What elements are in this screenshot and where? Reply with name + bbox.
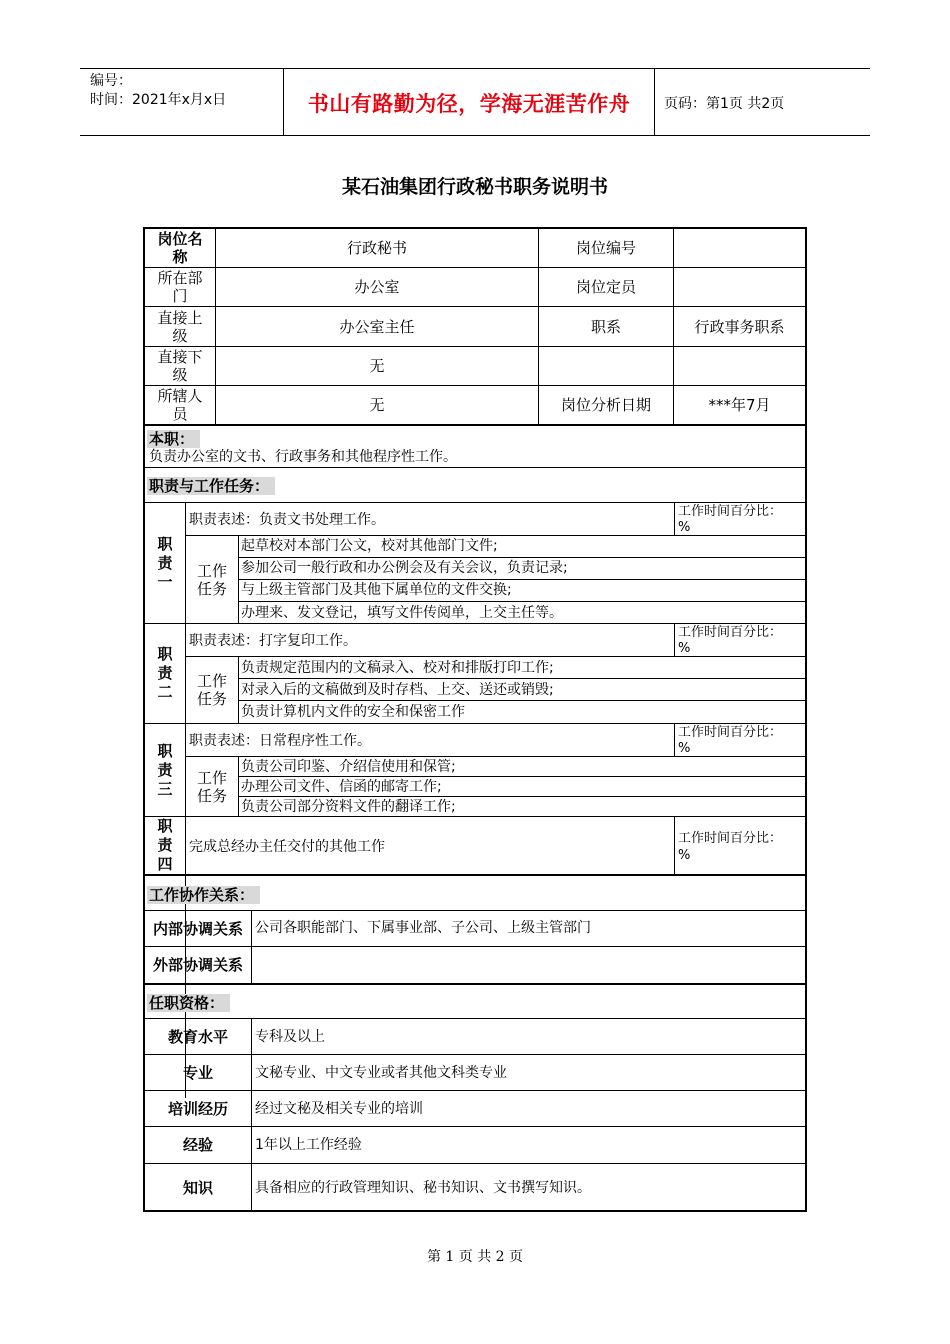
page-footer: 第 1 页 共 2 页 — [426, 1249, 524, 1265]
job-family-label: 职系 — [590, 317, 621, 336]
page-info: 页码：第1页 共2页 — [664, 96, 785, 112]
experience-label: 经验 — [182, 1136, 213, 1154]
duty-2-tasks-label: 工作任务 — [196, 672, 227, 708]
duty-1-percent-value: % — [678, 520, 691, 535]
subordinate-label: 直接下级 — [157, 348, 203, 384]
analysis-date-value: ***年7月 — [708, 396, 771, 414]
subordinate-value: 无 — [369, 357, 385, 375]
staff-value: 无 — [369, 396, 385, 414]
duty-2-task: 对录入后的文稿做到及时存档、上交、送还或销毁; — [241, 682, 554, 698]
staff-label: 所辖人员 — [157, 387, 203, 423]
duty-2-percent-label: 工作时间百分比： — [678, 625, 783, 640]
duty-1-task: 与上级主管部门及其他下属单位的文件交换; — [241, 582, 512, 598]
core-duty-label: 本职： — [147, 430, 200, 448]
header-top-rule — [80, 68, 870, 69]
education-label: 教育水平 — [167, 1027, 228, 1046]
duty-1-tasks-label: 工作任务 — [196, 561, 227, 598]
superior-label: 直接上级 — [157, 308, 203, 345]
header-divider — [654, 68, 655, 136]
training-label: 培训经历 — [167, 1099, 228, 1118]
department-label: 所在部门 — [157, 269, 203, 305]
duty-2-percent-value: % — [678, 641, 691, 656]
major-label: 专业 — [182, 1063, 213, 1082]
knowledge-value: 具备相应的行政管理知识、秘书知识、文书撰写知识。 — [255, 1180, 591, 1196]
duty-4-percent-label: 工作时间百分比： — [678, 831, 783, 846]
post-name-value: 行政秘书 — [346, 239, 407, 257]
page-title: 某石油集团行政秘书职务说明书 — [341, 176, 608, 198]
duty-3-description: 职责表述：日常程序性工作。 — [189, 733, 371, 749]
internal-relations-value: 公司各职能部门、下属事业部、子公司、上级主管部门 — [255, 920, 591, 936]
duty-2-task: 负责计算机内文件的安全和保密工作 — [241, 704, 465, 720]
training-value: 经过文秘及相关专业的培训 — [255, 1101, 423, 1117]
duty-1-percent-label: 工作时间百分比： — [678, 504, 783, 519]
knowledge-label: 知识 — [182, 1178, 213, 1197]
duty-1-task: 起草校对本部门公文，校对其他部门文件; — [241, 538, 498, 554]
duty-3-task: 负责公司部分资料文件的翻译工作; — [241, 799, 456, 815]
headcount-value — [674, 268, 805, 306]
doc-number-label: 编号： — [90, 73, 132, 89]
superior-value: 办公室主任 — [339, 317, 415, 336]
duty-3-task: 负责公司印鉴、介绍信使用和保管; — [241, 759, 456, 775]
post-name-label: 岗位名称 — [157, 230, 203, 266]
job-family-value: 行政事务职系 — [694, 317, 785, 336]
job-description-form — [143, 227, 807, 1212]
doc-time-label: 时间：2021年x月x日 — [90, 92, 227, 108]
duty-1-task: 办理来、发文登记，填写文件传阅单，上交主任等。 — [241, 605, 563, 621]
duties-section-label: 职责与工作任务： — [147, 477, 275, 495]
core-duty-text: 负责办公室的文书、行政事务和其他程序性工作。 — [149, 449, 457, 465]
major-value: 文秘专业、中文专业或者其他文科类专业 — [255, 1065, 507, 1081]
duty-3-percent-value: % — [678, 741, 691, 756]
duty-4-label: 职 责 四 — [157, 817, 173, 873]
qualifications-section-label: 任职资格： — [147, 994, 230, 1012]
duty-4-percent-value: % — [678, 848, 691, 863]
header-bottom-rule — [80, 135, 870, 136]
motto-text: 书山有路勤为径，学海无涯苦作舟 — [307, 92, 631, 116]
relations-section-label: 工作协作关系： — [147, 886, 260, 904]
duty-3-tasks-label: 工作任务 — [196, 768, 227, 805]
experience-value: 1年以上工作经验 — [255, 1137, 362, 1153]
duty-1-description: 职责表述：负责文书处理工作。 — [189, 512, 385, 528]
duty-1-label: 职 责 一 — [157, 534, 173, 591]
post-code-label: 岗位编号 — [575, 239, 636, 257]
duty-4-description: 完成总经办主任交付的其他工作 — [189, 839, 385, 855]
post-code-value — [674, 229, 805, 267]
duty-2-label: 职 责 二 — [157, 645, 173, 701]
duty-3-percent-label: 工作时间百分比： — [678, 725, 783, 740]
external-relations-label: 外部协调关系 — [152, 956, 243, 974]
duty-2-task: 负责规定范围内的文稿录入、校对和排版打印工作; — [241, 660, 554, 676]
duty-3-task: 办理公司文件、信函的邮寄工作; — [241, 779, 442, 795]
headcount-label: 岗位定员 — [575, 278, 636, 296]
duty-1-task: 参加公司一般行政和办公例会及有关会议，负责记录; — [241, 560, 568, 576]
duty-3-label: 职 责 三 — [157, 741, 173, 798]
education-value: 专科及以上 — [255, 1029, 325, 1045]
internal-relations-label: 内部协调关系 — [152, 919, 243, 938]
department-value: 办公室 — [354, 278, 400, 296]
duty-2-description: 职责表述：打字复印工作。 — [189, 633, 357, 649]
analysis-date-label: 岗位分析日期 — [560, 396, 651, 414]
